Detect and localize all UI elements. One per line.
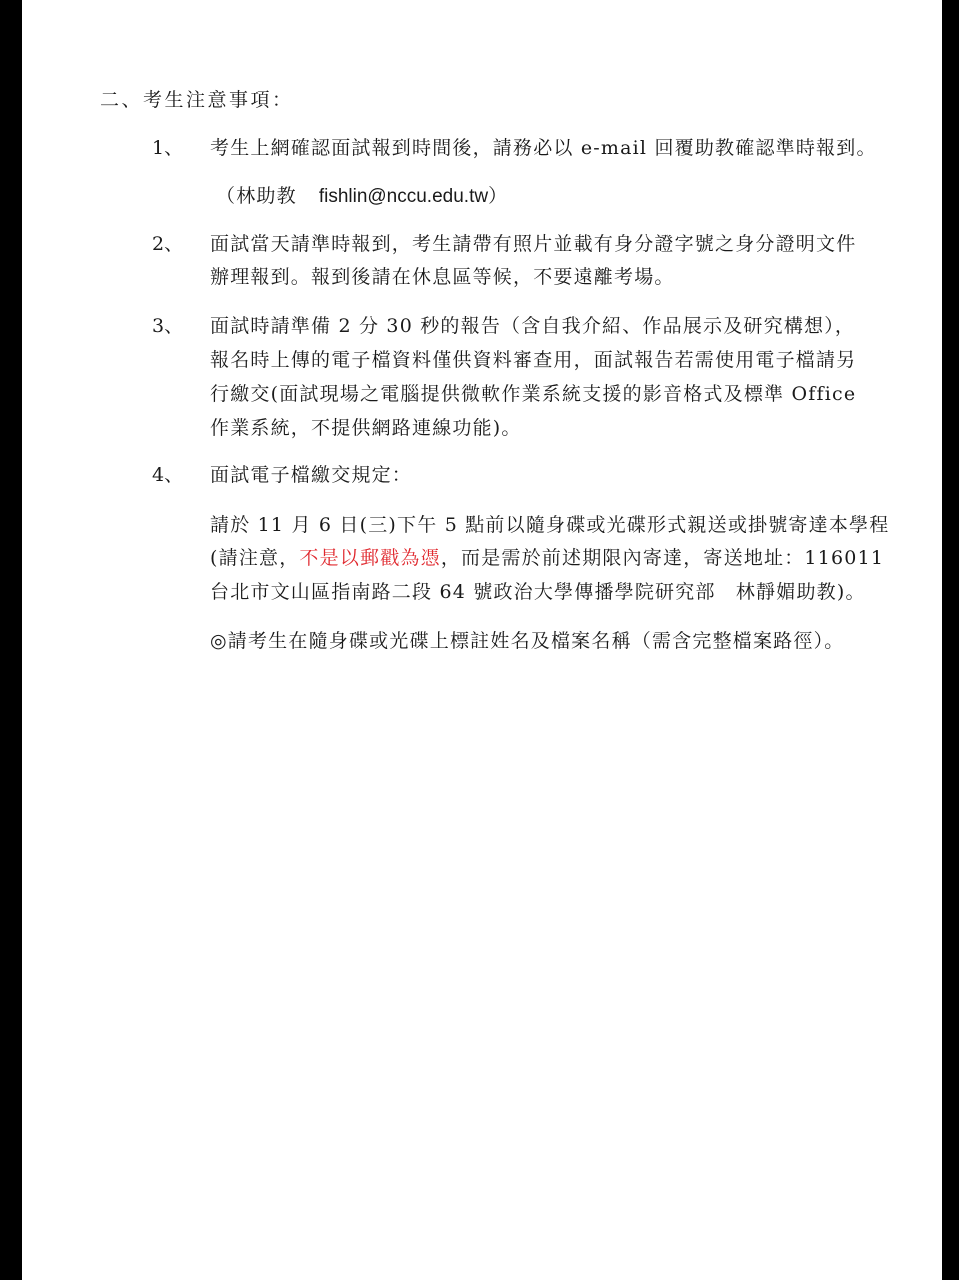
item-4-detail-line-1: 請於 11 月 6 日(三)下午 5 點前以隨身碟或光碟形式親送或掛號寄達本學程: [210, 514, 890, 536]
section-heading: 二、考生注意事項：: [100, 89, 294, 111]
item-3-line-3: 行繳交(面試現場之電腦提供微軟作業系統支援的影音格式及標準 Office: [210, 383, 857, 405]
postmark-warning: 不是以郵戳為憑: [299, 547, 441, 569]
item-4-title: 面試電子檔繳交規定：: [210, 464, 413, 486]
item-4-number: 4、: [152, 464, 184, 486]
document-page: [22, 0, 942, 1280]
contact-prefix: （林助教: [216, 185, 297, 207]
item-1-contact: [216, 184, 508, 209]
viewer-right-border: [942, 0, 959, 1280]
detail-line-2-end: ，而是需於前述期限內寄達，寄送地址：116011: [440, 547, 885, 569]
item-1-text: 考生上網確認面試報到時間後，請務必以 e-mail 回覆助教確認準時報到。: [210, 137, 877, 159]
item-4-note: ◎請考生在隨身碟或光碟上標註姓名及檔案名稱（需含完整檔案路徑）。: [210, 630, 845, 652]
item-2-number: 2、: [152, 233, 184, 255]
contact-suffix: ）: [488, 185, 509, 207]
item-4-detail-line-3: 台北市文山區指南路二段 64 號政治大學傳播學院研究部 林靜媚助教)。: [210, 581, 866, 603]
item-2-line-2: 辦理報到。報到後請在休息區等候，不要遠離考場。: [210, 266, 675, 288]
contact-email: fishlin@nccu.edu.tw: [318, 186, 489, 207]
item-4-detail-line-2: [210, 546, 884, 570]
item-2-line-1: 面試當天請準時報到，考生請帶有照片並載有身分證字號之身分證明文件: [210, 233, 857, 255]
item-3-line-2: 報名時上傳的電子檔資料僅供資料審查用，面試報告若需使用電子檔請另: [210, 349, 857, 371]
viewer-left-border: [0, 0, 22, 1280]
item-3-line-4: 作業系統，不提供網路連線功能)。: [210, 417, 522, 439]
item-3-number: 3、: [152, 315, 184, 337]
item-1-number: 1、: [152, 137, 184, 159]
detail-line-2-start: (請注意，: [210, 547, 300, 569]
item-3-line-1: 面試時請準備 2 分 30 秒的報告（含自我介紹、作品展示及研究構想），: [210, 315, 856, 337]
